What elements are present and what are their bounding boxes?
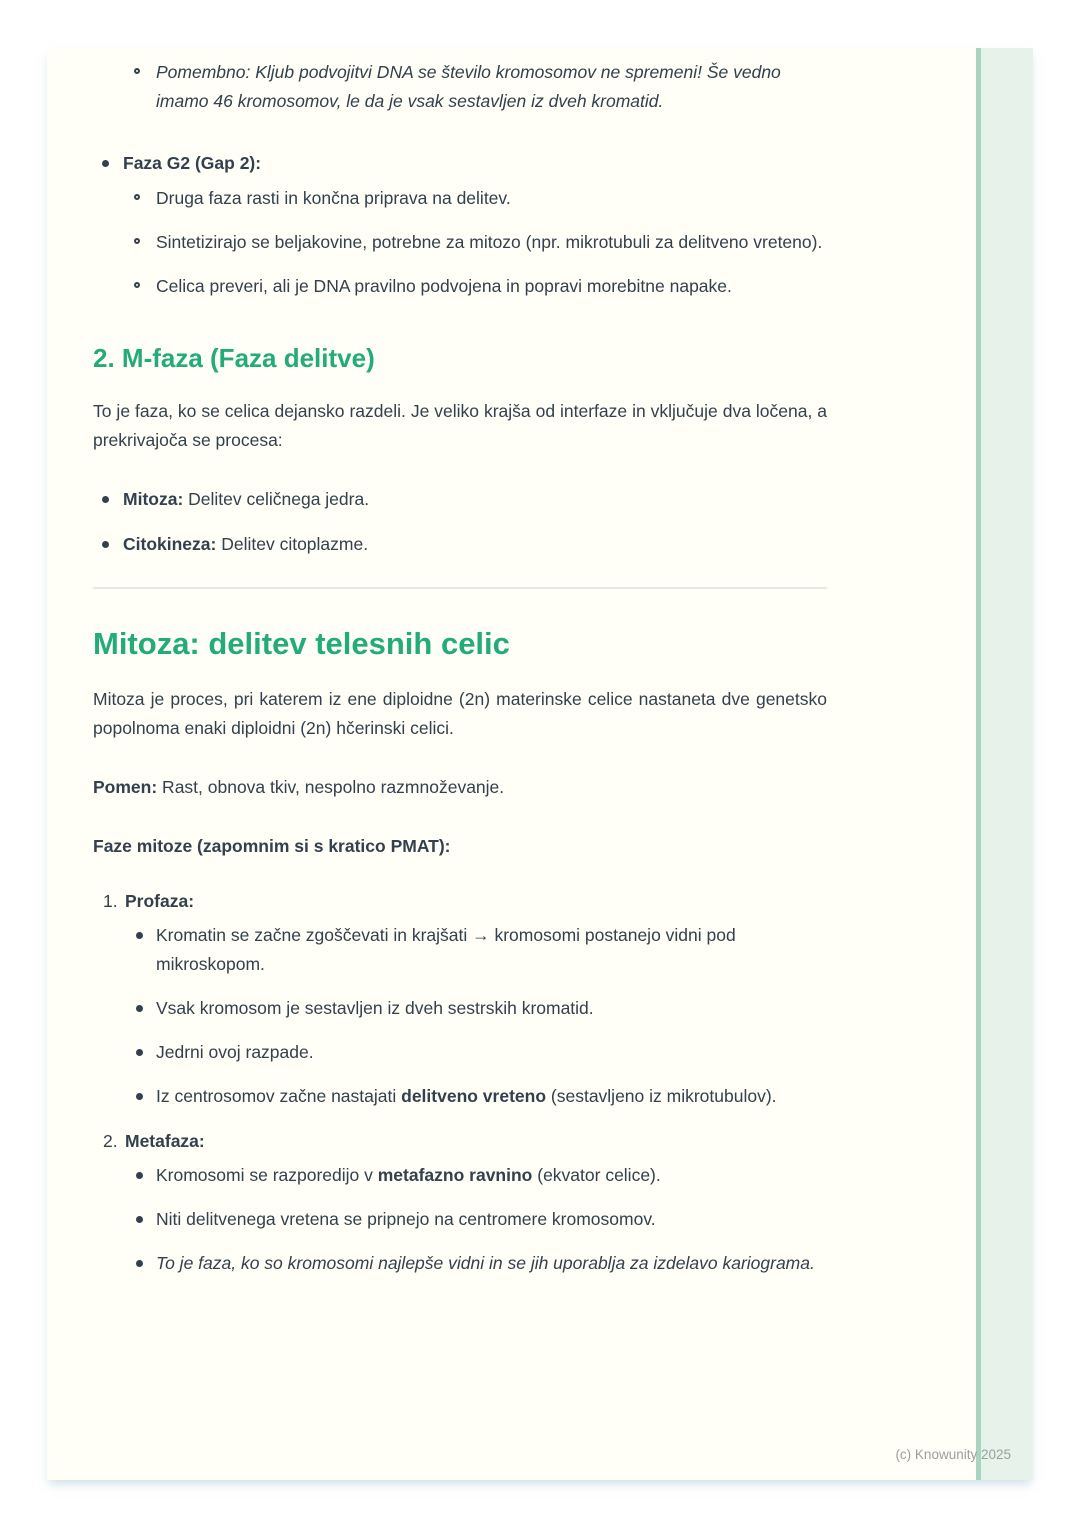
list-group [93,485,827,514]
text-segment: Profaza: [125,891,195,911]
list-item-text [156,184,827,213]
bullet-dot [136,1216,143,1223]
list-group [93,58,827,116]
text-segment: Kromatin se začne zgoščevati in krajšati → kromosomi postanejo vidni pod mikroskopom. [156,925,736,974]
text-segment: Mitoza: [123,489,184,509]
document-content [93,58,827,1278]
text-segment: metafazno ravnino [377,1165,533,1185]
text-segment: Mitoza je proces, pri katerem iz ene diploidne (2n) materinske celice nastaneta dve genetsko popolnoma enaki diploidni (2n) hčerinski celici. [93,689,827,738]
text-segment: Pomembno: Kljub podvojitvi DNA se število kromosomov ne spremeni! Še vedno imamo 46 kromosomov, le da je vsak sestavljen iz dveh kromatid. [156,62,781,111]
text-segment: Pomen: [93,777,158,797]
text-segment: (sestavljeno iz mikrotubulov). [546,1086,777,1106]
bullet-dot [136,1172,143,1179]
bullet-dot [136,1260,143,1267]
list-item-text [156,272,827,301]
list-item-text [123,485,827,514]
list-item-text [156,1249,827,1278]
accent-stripe [976,48,1033,1480]
list-item [93,58,827,116]
text-segment: Iz centrosomov začne nastajati [156,1086,402,1106]
text-segment: Kromosomi se razporedijo v [156,1165,378,1185]
list-item-text [125,887,827,916]
list-group [93,887,827,1111]
list-item [93,530,827,559]
list-item [93,184,827,213]
text-segment: Druga faza rasti in končna priprava na delitev. [156,188,511,208]
bullet-list [93,149,827,301]
bullet-dot [102,496,109,503]
list-item [93,1205,827,1234]
bullet-list [93,58,827,116]
list-item [93,228,827,257]
copyright-text: (c) Knowunity 2025 [895,1447,1011,1462]
text-segment: To je faza, ko so kromosomi najlepše vidni in se jih uporablja za izdelavo kariograma. [156,1253,815,1273]
list-item [93,1082,827,1111]
text-segment: Rast, obnova tkiv, nespolno razmnoževanje. [157,777,505,797]
sub-list [93,921,827,1111]
list-item [93,1249,827,1278]
list-item [93,1038,827,1067]
list-item [93,921,827,979]
list-item [93,994,827,1023]
bullet-dot [136,932,143,939]
text-segment: To je faza, ko se celica dejansko razdeli. Je veliko krajša od interfaze in vključuje dva ločena, a prekrivajoča se procesa: [93,401,827,450]
list-item-text [156,994,827,1023]
divider [93,587,827,589]
text-segment: delitveno vreteno [401,1086,547,1106]
text-segment: Metafaza: [125,1131,205,1151]
sub-list [93,184,827,301]
bullet-circle [134,194,140,200]
list-group [93,1127,827,1278]
list-group [93,149,827,301]
paragraph [93,832,827,861]
paragraph [93,397,827,455]
list-item-text [156,1038,827,1067]
list-item [93,1161,827,1190]
text-segment: Sintetizirajo se beljakovine, potrebne za mitozo (npr. mikrotubuli za delitveno vreteno). [156,232,823,252]
list-item-text [123,530,827,559]
text-segment: Vsak kromosom je sestavljen iz dveh sestrskih kromatid. [156,998,594,1018]
text-segment: (ekvator celice). [532,1165,661,1185]
text-segment: Faza G2 (Gap 2): [123,153,262,173]
list-group [93,530,827,559]
bullet-dot [136,1005,143,1012]
bullet-circle [134,282,140,288]
list-item-text [156,1205,827,1234]
subsection-heading: 2. M-faza (Faza delitve) [93,343,375,373]
list-item-text [156,58,827,116]
document-page [47,48,1033,1480]
text-segment: Celica preveri, ali je DNA pravilno podvojena in popravi morebitne napake. [156,276,732,296]
text-segment: Citokineza: [123,534,217,554]
text-segment: Faze mitoze (zapomnim si s kratico PMAT): [93,836,451,856]
sub-list [93,1161,827,1278]
list-item-text [156,921,827,979]
text-segment: Delitev celičnega jedra. [183,489,370,509]
list-item-text [156,1161,827,1190]
paragraph [93,773,827,802]
text-segment: Niti delitvenega vretena se pripnejo na centromere kromosomov. [156,1209,656,1229]
bullet-dot [102,160,109,167]
bullet-dot [136,1093,143,1100]
bullet-circle [134,68,140,74]
list-item-text [156,228,827,257]
list-number: 1. [103,891,118,911]
list-item [93,1127,827,1156]
bullet-dot [102,541,109,548]
list-item [93,485,827,514]
text-segment: Jedrni ovoj razpade. [156,1042,314,1062]
bullet-dot [136,1049,143,1056]
list-item-text [156,1082,827,1111]
paragraph [93,685,827,743]
list-item [93,887,827,916]
text-segment: Delitev citoplazme. [216,534,369,554]
list-item-text [123,149,827,178]
bullet-circle [134,238,140,244]
list-item [93,149,827,178]
list-number: 2. [103,1131,118,1151]
bullet-list [93,485,827,559]
section-heading: Mitoza: delitev telesnih celic [93,626,510,661]
numbered-list [93,887,827,1278]
list-item-text [125,1127,827,1156]
list-item [93,272,827,301]
